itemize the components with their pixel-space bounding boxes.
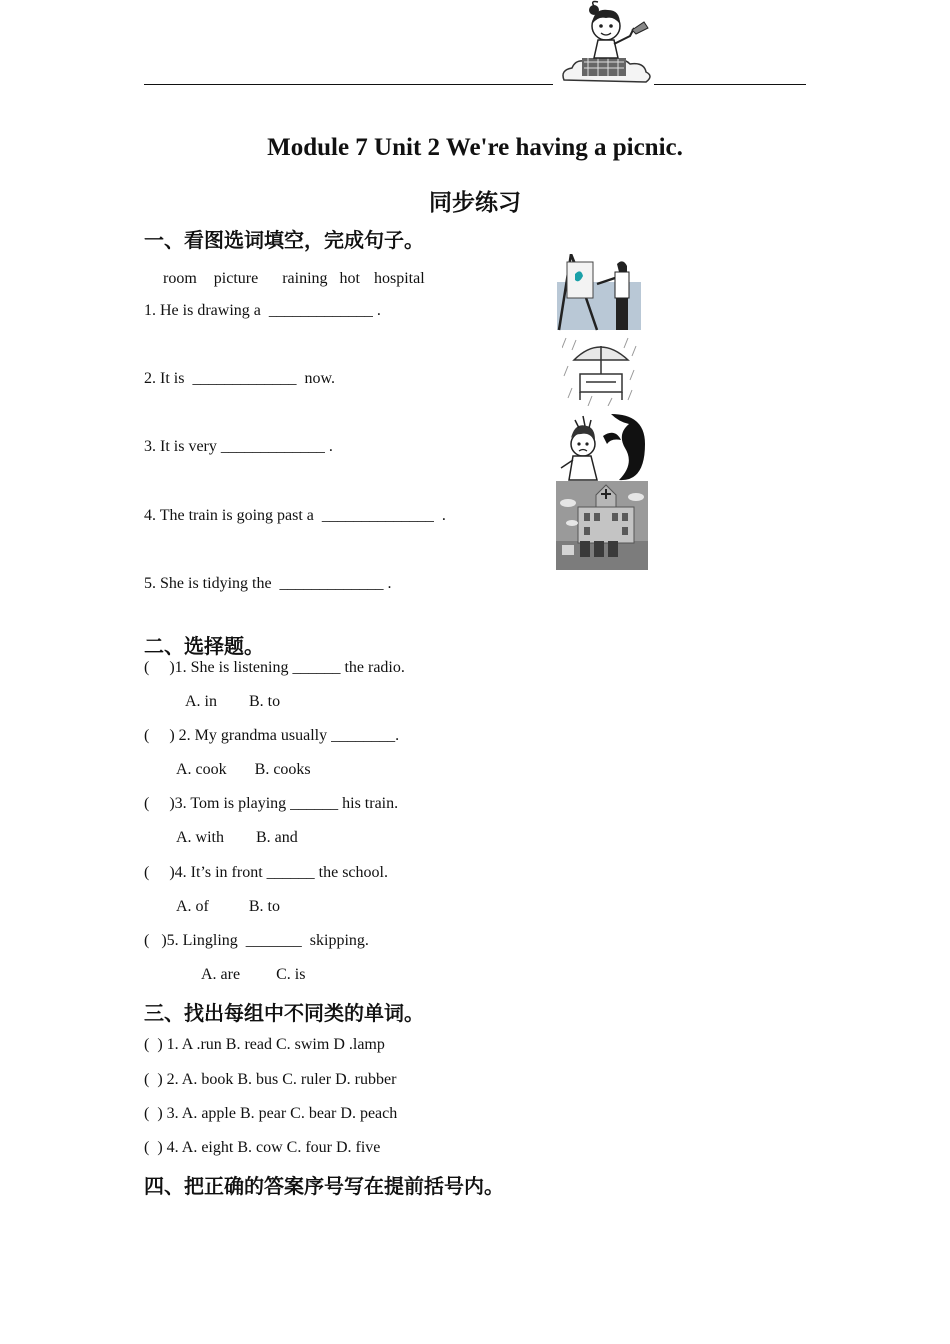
word-bank — [155, 252, 425, 288]
word-bank-item: picture — [213, 270, 259, 287]
hospital-building-picture — [556, 481, 648, 570]
section4-heading: 四、把正确的答案序号写在提前括号内。 — [144, 1174, 504, 1198]
section2-heading: 二、选择题。 — [144, 634, 264, 658]
word-bank-item: hot — [339, 270, 360, 287]
page-subtitle: 同步练习 — [429, 190, 521, 216]
umbrella-in-rain-picture — [562, 336, 640, 406]
page-title: Module 7 Unit 2 We're having a picnic. — [267, 134, 683, 161]
header-rule-right — [654, 84, 806, 85]
fill-item-4: 4. The train is going past a ______________ . — [144, 507, 446, 524]
choice-options-3: A. with B. and — [176, 829, 298, 846]
choice-question-1: ( )1. She is listening ______ the radio. — [144, 659, 405, 676]
section3-heading: 三、找出每组中不同类的单词。 — [144, 1001, 424, 1025]
choice-question-4: ( )4. It’s in front ______ the school. — [144, 864, 388, 881]
painter-at-easel-picture — [557, 254, 643, 331]
odd-word-item-2: ( ) 2. A. book B. bus C. ruler D. rubber — [144, 1071, 397, 1088]
fill-item-5: 5. She is tidying the _____________ . — [144, 575, 392, 592]
girl-sweating-hot-picture — [559, 414, 645, 482]
fill-item-2: 2. It is _____________ now. — [144, 370, 335, 387]
word-bank-item: raining — [282, 270, 328, 287]
header-rule-left — [144, 84, 553, 85]
choice-question-3: ( )3. Tom is playing ______ his train. — [144, 795, 399, 812]
odd-word-item-4: ( ) 4. A. eight B. cow C. four D. five — [144, 1139, 381, 1156]
choice-options-4: A. of B. to — [176, 898, 280, 915]
word-bank-item: room — [163, 270, 197, 287]
odd-word-item-3: ( ) 3. A. apple B. pear C. bear D. peach — [144, 1105, 398, 1122]
odd-word-item-1: ( ) 1. A .run B. read C. swim D .lamp — [144, 1036, 385, 1053]
section1-heading: 一、看图选词填空，完成句子。 — [144, 228, 424, 252]
choice-options-2: A. cook B. cooks — [176, 761, 311, 778]
fill-item-3: 3. It is very _____________ . — [144, 438, 333, 455]
fill-item-1: 1. He is drawing a _____________ . — [144, 302, 381, 319]
choice-question-2: ( ) 2. My grandma usually ________. — [144, 727, 400, 744]
word-bank-item: hospital — [373, 270, 425, 287]
choice-options-1: A. in B. to — [185, 693, 281, 710]
cartoon-girl-on-cloud-icon — [558, 0, 654, 88]
choice-question-5: ( )5. Lingling _______ skipping. — [144, 932, 369, 949]
choice-options-5: A. are C. is — [201, 966, 306, 983]
